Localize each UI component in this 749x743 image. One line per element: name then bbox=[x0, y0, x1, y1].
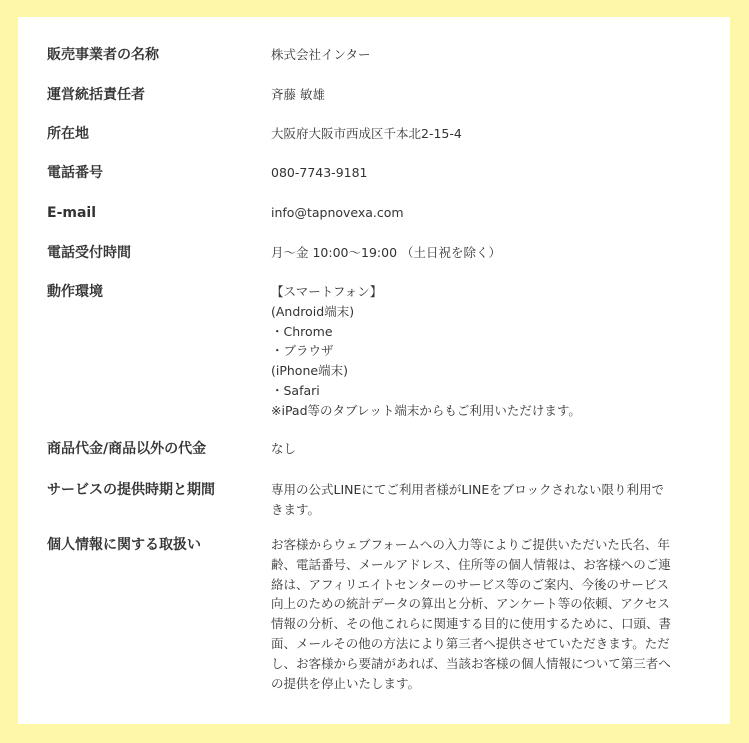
value-line: 絡は、アフィリエイトセンターのサービス等のご案内、今後のサービス bbox=[271, 576, 669, 592]
value-line: の提供を停止いたします。 bbox=[271, 675, 421, 691]
row-value bbox=[271, 203, 707, 223]
row-label: 動作環境 bbox=[47, 284, 103, 300]
table-row-phone bbox=[47, 163, 707, 183]
value-line: info@tapnovexa.com bbox=[271, 205, 404, 220]
row-value bbox=[271, 243, 707, 263]
info-card bbox=[18, 17, 730, 724]
value-line: 情報の分析、その他これらに関連する目的に使用するために、口頭、書 bbox=[271, 616, 672, 632]
value-line: 齢、電話番号、メールアドレス、住所等の個人情報は、お客様へのご連 bbox=[271, 556, 671, 572]
value-line: ・Safari bbox=[271, 382, 320, 398]
row-value bbox=[271, 124, 707, 144]
row-value bbox=[271, 535, 707, 693]
table-row-environment bbox=[47, 282, 707, 421]
row-value bbox=[271, 439, 707, 459]
row-label: 所在地 bbox=[47, 126, 89, 142]
row-value bbox=[271, 85, 707, 105]
table-row-address bbox=[47, 124, 707, 144]
row-value bbox=[271, 45, 707, 65]
value-line: ※iPad等のタブレット端末からもご利用いただけます。 bbox=[271, 402, 581, 418]
value-line: 月～金 10:00～19:00 （土日祝を除く） bbox=[271, 245, 501, 260]
table-row-email bbox=[47, 203, 707, 223]
value-line: 大阪府大阪市西成区千本北2-15-4 bbox=[271, 126, 462, 141]
table-row-seller-name bbox=[47, 45, 707, 65]
row-label: 販売事業者の名称 bbox=[47, 47, 159, 63]
table-row-privacy bbox=[47, 535, 707, 693]
table-row-price bbox=[47, 439, 707, 459]
value-line: 080-7743-9181 bbox=[271, 165, 368, 180]
value-line: きます。 bbox=[271, 501, 321, 517]
value-line: 斉藤 敏雄 bbox=[271, 87, 325, 102]
row-label: サービスの提供時期と期間 bbox=[47, 482, 215, 498]
value-line: 面、メールその他の方法により第三者へ提供させていただきます。ただ bbox=[271, 635, 670, 651]
value-line: (iPhone端末) bbox=[271, 363, 348, 379]
row-label: E-mail bbox=[47, 205, 97, 221]
value-line: お客様からウェブフォームへの入力等によりご提供いただいた氏名、年 bbox=[271, 537, 670, 552]
row-value bbox=[271, 282, 707, 421]
value-line: 専用の公式LINEにてご利用者様がLINEをブロックされない限り利用で bbox=[271, 482, 665, 497]
table-row-service-period bbox=[47, 480, 707, 520]
value-line: なし bbox=[271, 441, 297, 456]
table-row-manager bbox=[47, 85, 707, 105]
row-value bbox=[271, 480, 707, 520]
value-line: 向上のための統計データの算出と分析、アンケート等の依頼、アクセス bbox=[271, 596, 670, 612]
value-line: ・Chrome bbox=[271, 323, 333, 339]
row-label: 個人情報に関する取扱い bbox=[47, 537, 201, 553]
row-label: 電話番号 bbox=[47, 165, 103, 181]
row-label: 運営統括責任者 bbox=[47, 87, 145, 103]
row-label: 電話受付時間 bbox=[47, 245, 131, 261]
value-line: ・ブラウザ bbox=[271, 343, 334, 359]
value-line: し、お客様から要請があれば、当該お客様の個人情報について第三者へ bbox=[271, 655, 671, 671]
table-row-phone-hours bbox=[47, 243, 707, 263]
value-line: 株式会社インター bbox=[271, 47, 371, 62]
row-label: 商品代金/商品以外の代金 bbox=[47, 441, 207, 457]
row-value bbox=[271, 163, 707, 183]
value-line: 【スマートフォン】 bbox=[271, 284, 383, 299]
value-line: (Android端末) bbox=[271, 303, 355, 319]
